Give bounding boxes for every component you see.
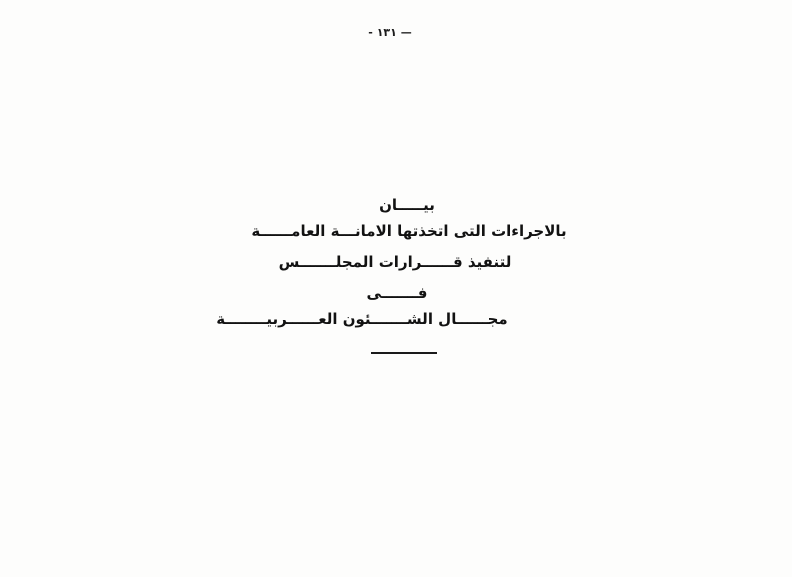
page-number: - ١٣١ — (368, 26, 412, 39)
title-line-arab-affairs: مجــــــال الشـــــــئون العــــــربيــــــــة (216, 310, 508, 328)
title-line-statement: بيـــــان (379, 196, 435, 214)
title-line-in: فـــــــى (366, 284, 428, 302)
title-line-procedures-secretariat: بالاجراءات التى اتخذتها الامانـــة العامــــــة (251, 222, 567, 240)
divider-rule (371, 352, 437, 354)
title-line-implement-resolutions: لتنفيذ قــــــرارات المجلـــــــس (278, 253, 512, 271)
